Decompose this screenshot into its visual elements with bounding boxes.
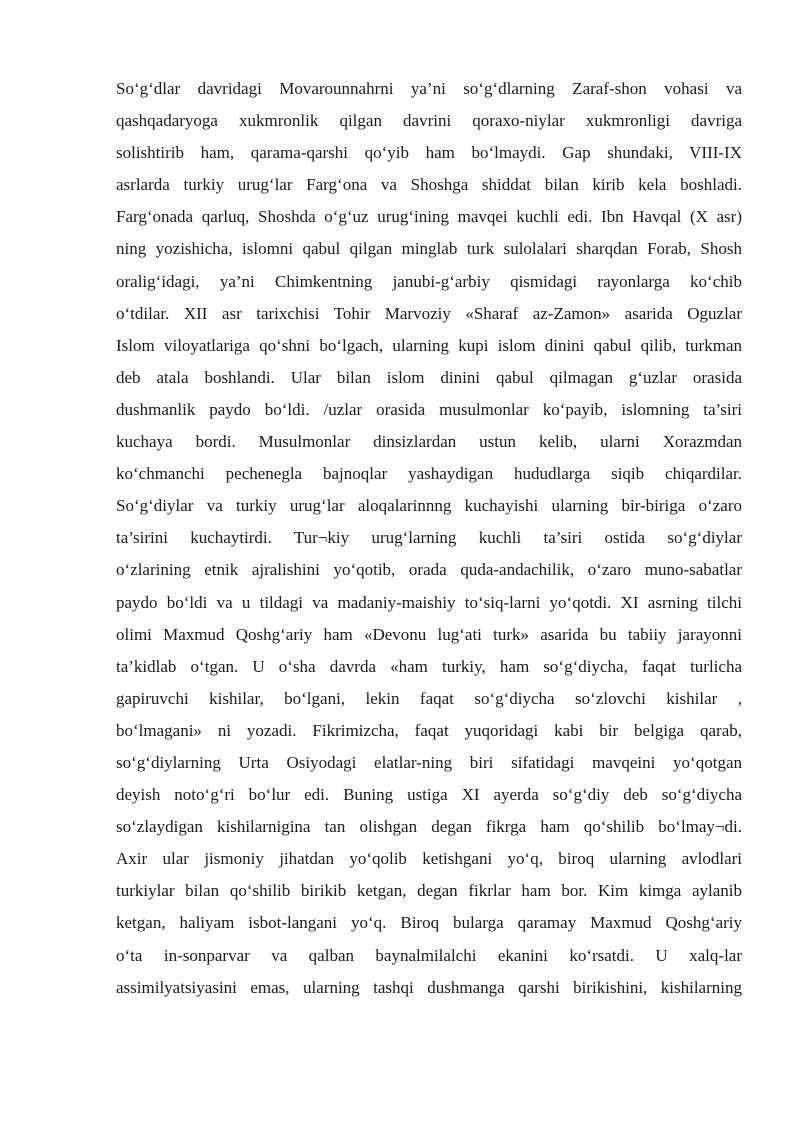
text-line: deyish noto‘g‘ri bo‘lur edi. Buning ustiga XI ayerda so‘g‘diy deb so‘g‘diycha	[116, 785, 742, 805]
text-line: o‘tdilar. XII asr tarixchisi Tohir Marvoziy «Sharaf az-Zamon» asarida Oguzlar	[116, 303, 742, 323]
text-line: solishtirib ham, qarama-qarshi qo‘yib ham bo‘lmaydi. Gap shundaki, VIII-IX	[116, 143, 742, 163]
document-page	[116, 73, 742, 1004]
text-line: so‘g‘diylarning Urta Osiyodagi elatlar-ning biri sifatidagi mavqeini yo‘qotgan	[116, 752, 742, 772]
text-line: ning yozishicha, islomni qabul qilgan minglab turk sulolalari sharqdan Forab, Shosh	[116, 239, 742, 259]
text-line: So‘g‘diylar va turkiy urug‘lar aloqalarinnng kuchayishi ularning bir-biriga o‘zaro	[116, 496, 742, 516]
text-line: So‘g‘dlar davridagi Movarounnahrni ya’ni so‘g‘dlarning Zaraf-shon vohasi va	[116, 79, 742, 98]
text-line: o‘zlarining etnik ajralishini yo‘qotib, orada quda-andachilik, o‘zaro muno-sabatlar	[116, 560, 742, 580]
text-line: o‘ta in-sonparvar va qalban baynalmilalchi ekanini ko‘rsatdi. U xalq-lar	[116, 945, 742, 965]
text-line: deb atala boshlandi. Ular bilan islom dinini qabul qilmagan g‘uzlar orasida	[116, 367, 742, 387]
text-line: paydo bo‘ldi va u tildagi va madaniy-maishiy to‘siq-larni yo‘qotdi. XI asrning tilchi	[116, 592, 742, 612]
text-line: oralig‘idagi, ya’ni Chimkentning janubi-g‘arbiy qismidagi rayonlarga ko‘chib	[116, 271, 742, 291]
text-line: ta’kidlab o‘tgan. U o‘sha davrda «ham turkiy, ham so‘g‘diycha, faqat turlicha	[116, 656, 742, 676]
text-line: qashqadaryoga xukmronlik qilgan davrini qoraxo-niylar xukmronligi davriga	[116, 111, 742, 131]
text-line: turkiylar bilan qo‘shilib birikib ketgan, degan fikrlar ham bor. Kim kimga aylanib	[116, 881, 742, 901]
text-line: Islom viloyatlariga qo‘shni bo‘lgach, ularning kupi islom dinini qabul qilib, turkman	[116, 335, 742, 355]
text-line: kuchaya bordi. Musulmonlar dinsizlardan ustun kelib, ularni Xorazmdan	[116, 432, 742, 452]
text-line: ko‘chmanchi pechenegla bajnoqlar yashaydigan hududlarga siqib chiqardilar.	[116, 464, 742, 484]
text-line: dushmanlik paydo bo‘ldi. /uzlar orasida musulmonlar ko‘payib, islomning ta’siri	[116, 399, 742, 419]
text-line: ta’sirini kuchaytirdi. Tur¬kiy urug‘larning kuchli ta’siri ostida so‘g‘diylar	[116, 528, 742, 548]
text-line: so‘zlaydigan kishilarnigina tan olishgan degan fikrga ham qo‘shilib bo‘lmay¬di.	[116, 817, 742, 837]
text-line: gapiruvchi kishilar, bo‘lgani, lekin faqat so‘g‘diycha so‘zlovchi kishilar ,	[116, 688, 742, 708]
text-line: assimilyatsiyasini emas, ularning tashqi dushmanga qarshi birikishini, kishilarning	[116, 977, 742, 997]
text-line: ketgan, haliyam isbot-langani yo‘q. Biroq bularga qaramay Maxmud Qoshg‘ariy	[116, 913, 742, 933]
body-paragraph	[116, 73, 742, 1004]
text-line: olimi Maxmud Qoshg‘ariy ham «Devonu lug‘ati turk» asarida bu tabiiy jarayonni	[116, 624, 742, 644]
text-line: Axir ular jismoniy jihatdan yo‘qolib ketishgani yo‘q, biroq ularning avlodlari	[116, 849, 742, 869]
text-line: bo‘lmagani» ni yozadi. Fikrimizcha, faqat yuqoridagi kabi bir belgiga qarab,	[116, 720, 742, 740]
text-line: Farg‘onada qarluq, Shoshda o‘g‘uz urug‘ining mavqei kuchli edi. Ibn Havqal (X asr)	[116, 207, 742, 227]
text-line: asrlarda turkiy urug‘lar Farg‘ona va Shoshga shiddat bilan kirib kela boshladi.	[116, 175, 742, 195]
